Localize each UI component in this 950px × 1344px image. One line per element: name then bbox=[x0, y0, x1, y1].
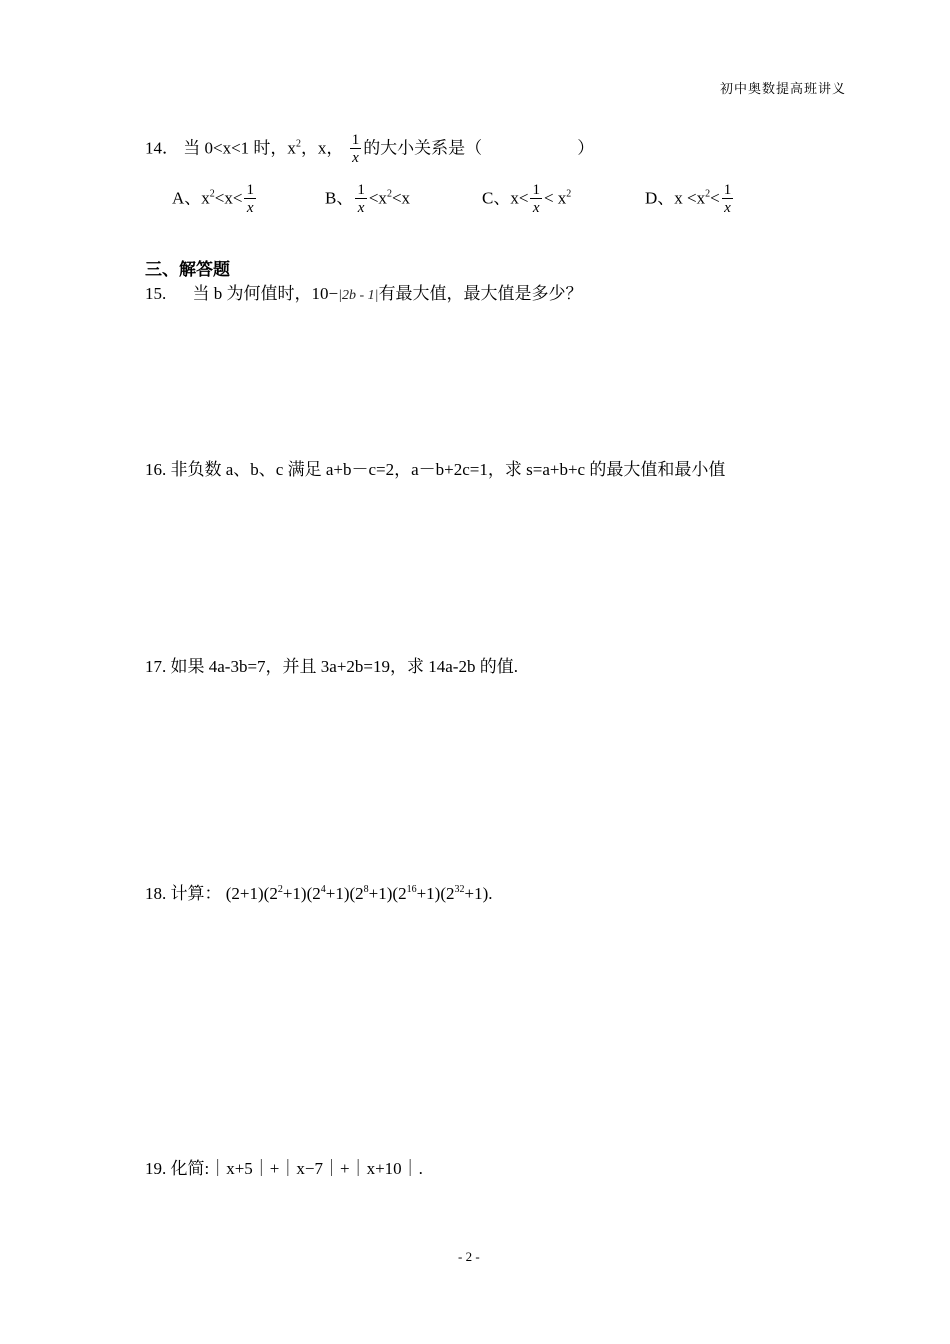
fraction bbox=[530, 183, 542, 216]
page-number: - 2 - bbox=[458, 1249, 480, 1264]
exponent: 4 bbox=[320, 884, 326, 895]
close-paren: ） bbox=[577, 138, 595, 158]
exponent: 16 bbox=[406, 884, 417, 895]
expression-part: (2+1)(2 bbox=[225, 884, 278, 903]
question-text: 当 b 为何值时，10− bbox=[192, 284, 339, 303]
exponent: 2 bbox=[295, 138, 301, 150]
exponent: 2 bbox=[566, 188, 572, 200]
expression-part: +1). bbox=[464, 884, 493, 903]
question-17: 17. 如果 4a-3b=7，并且 3a+2b=19，求 14a-2b 的值. bbox=[145, 657, 518, 676]
exponent: 2 bbox=[209, 188, 215, 200]
exponent: 32 bbox=[454, 884, 465, 895]
fraction-numerator: 1 bbox=[357, 182, 365, 198]
question-19: 19. 化简:｜x+5｜+｜x−7｜+｜x+10｜. bbox=[145, 1159, 423, 1178]
question-text: 当 0<x<1 时，x bbox=[183, 138, 296, 158]
absolute-value-expression: |2b - 1| bbox=[338, 288, 379, 303]
fraction-numerator: 1 bbox=[723, 182, 732, 198]
question-text: ，x， bbox=[300, 138, 344, 158]
option-label: D、x <x bbox=[645, 188, 706, 208]
fraction-denominator: x bbox=[357, 200, 365, 216]
question-16: 16. 非负数 a、b、c 满足 a+b－c=2，a－b+2c=1，求 s=a+b+c 的最大值和最小值 bbox=[145, 460, 726, 479]
option-text: <x< bbox=[214, 188, 243, 208]
expression bbox=[226, 884, 493, 903]
fraction-numerator: 1 bbox=[246, 182, 254, 198]
option-label: A、x bbox=[172, 188, 210, 208]
expression-part: +1)(2 bbox=[325, 884, 364, 903]
option-label: B、 bbox=[325, 188, 354, 208]
expression-part: +1)(2 bbox=[416, 884, 455, 903]
question-number: 14． bbox=[145, 138, 179, 158]
fraction-denominator: x bbox=[724, 200, 731, 216]
option-text: <x bbox=[368, 188, 387, 208]
option-text: <x bbox=[391, 188, 411, 208]
fraction bbox=[244, 183, 256, 216]
question-text: 有最大值，最大值是多少？ bbox=[378, 284, 583, 303]
question-15 bbox=[145, 279, 582, 304]
exponent: 8 bbox=[363, 884, 369, 895]
question-text: 的大小关系是（ bbox=[363, 138, 483, 158]
section-heading: 三、解答题 bbox=[145, 260, 230, 280]
question-18 bbox=[145, 879, 493, 904]
option-c bbox=[482, 183, 571, 216]
question-number: 15. bbox=[145, 284, 167, 303]
fraction bbox=[722, 183, 734, 216]
exponent: 2 bbox=[705, 188, 711, 200]
fraction bbox=[355, 183, 367, 216]
question-label: 18. 计算： bbox=[145, 884, 222, 903]
option-d bbox=[645, 183, 735, 216]
fraction bbox=[350, 133, 362, 166]
option-text: < bbox=[710, 188, 720, 208]
fraction-numerator: 1 bbox=[351, 132, 360, 148]
option-b bbox=[325, 183, 410, 216]
fraction-denominator: x bbox=[246, 200, 254, 216]
question-14 bbox=[145, 133, 594, 166]
option-a bbox=[172, 183, 258, 216]
expression-part: +1)(2 bbox=[368, 884, 407, 903]
fraction-denominator: x bbox=[532, 200, 540, 216]
option-label: C、x< bbox=[482, 188, 529, 208]
page-header: 初中奥数提高班讲义 bbox=[720, 81, 847, 96]
option-text: < x bbox=[543, 188, 567, 208]
fraction-denominator: x bbox=[352, 150, 359, 166]
expression-part: +1)(2 bbox=[282, 884, 321, 903]
exponent: 2 bbox=[277, 884, 283, 895]
fraction-numerator: 1 bbox=[532, 182, 540, 198]
exponent: 2 bbox=[386, 188, 392, 200]
